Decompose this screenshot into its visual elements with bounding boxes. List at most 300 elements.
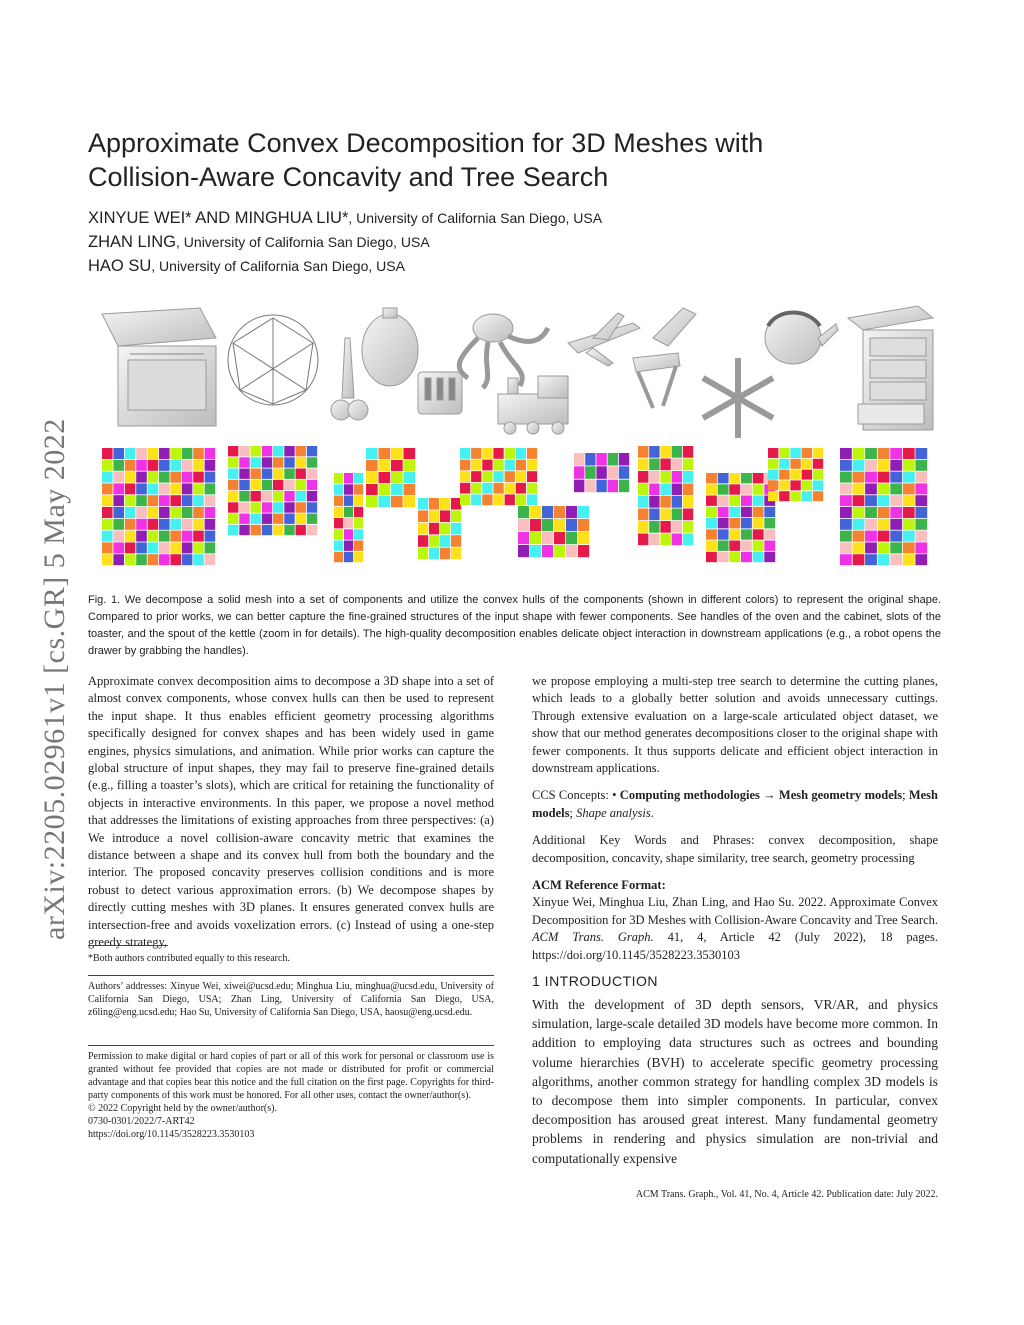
convex-piece [296,457,306,467]
convex-piece [482,448,492,459]
convex-piece [649,459,659,471]
convex-piece [296,446,306,456]
convex-piece [148,472,159,483]
convex-piece [638,509,648,521]
author-line-1 [88,206,948,230]
decomposition-shapes-row [102,446,927,565]
convex-piece [159,531,170,542]
convex-piece [273,469,283,479]
convex-piece [251,491,261,501]
convex-piece [865,472,877,483]
author-names-2: ZHAN LING [88,233,177,251]
convex-piece [239,502,249,512]
snowflake-colored [706,473,775,562]
convex-piece [638,484,648,496]
convex-piece [136,531,147,542]
chair-grey [633,308,696,408]
convex-piece [865,554,877,565]
convex-piece [741,541,752,551]
convex-piece [596,453,606,466]
convex-piece [638,471,648,483]
permission-text: Permission to make digital or hard copies of part or all of this work for personal or classroom use is granted without fee provided that copies are not made or distributed for profit or commercial advantage and that copies bear this notice and the full citation on the first page. Copyrights for third-party components of this work must be honored. For all other uses, contact the owner/author(s). [88,1051,494,1101]
convex-piece [307,457,317,467]
convex-piece [273,514,283,524]
convex-piece [379,484,391,495]
convex-piece [753,473,764,483]
convex-piece [379,460,391,471]
abstract-left-column [88,673,494,952]
copyright-line: © 2022 Copyright held by the owner/author(s). [88,1103,277,1114]
convex-piece [102,519,113,530]
convex-piece [890,519,902,530]
convex-piece [182,507,193,518]
convex-piece [865,507,877,518]
convex-piece [683,496,693,508]
convex-piece [404,460,416,471]
convex-piece [516,483,526,494]
convex-piece [890,554,902,565]
convex-piece [542,545,553,557]
convex-piece [768,491,778,501]
acm-reference-heading [532,877,938,894]
convex-piece [182,448,193,459]
convex-piece [706,518,717,528]
convex-piece [802,448,812,458]
convex-piece [379,496,391,507]
convex-piece [125,542,136,553]
convex-piece [764,518,775,528]
convex-piece [451,535,461,547]
convex-piece [440,523,450,535]
convex-piece [878,531,890,542]
convex-piece [753,518,764,528]
convex-piece [307,469,317,479]
convex-piece [608,453,618,466]
convex-piece [779,470,789,480]
convex-piece [113,448,124,459]
convex-piece [706,529,717,539]
convex-piece [638,521,648,533]
convex-piece [170,448,181,459]
convex-piece [718,529,729,539]
convex-piece [729,541,740,551]
convex-piece [193,531,204,542]
convex-piece [890,448,902,459]
convex-piece [768,480,778,490]
abstract-left-text: Approximate convex decomposition aims to decompose a 3D shape into a set of almost convex components, whose convex hulls can then be used to represent the input shape. It thus enables efficient geometry processing algorithms specifically designed for convex shapes and has been widely used in game engines, physics simulations, and animation. While prior works can capture the global structure of input shapes, they may fail to preserve fine-grained details (e.g., filling a toaster’s slots), which are critical for retaining the functionality of objects in interactive environments. In this paper, we propose a novel method that addresses the limitations of existing approaches from three perspectives: (a) We introduce a novel collision-aware concavity metric that examines the distance between a shape and its convex hull from both the boundary and the interior. The proposed concavity preserves collision conditions and is more robust to detect various approximation errors. (b) We decompose shapes by directly cutting meshes with 3D planes. It ensures generated convex hulls are intersection-free and avoids voxelization errors. (c) Instead of using a one-step greedy strategy, [88,674,494,950]
convex-piece [718,473,729,483]
convex-piece [768,459,778,469]
convex-piece [262,469,272,479]
convex-piece [903,483,915,494]
convex-piece [102,507,113,518]
convex-piece [125,507,136,518]
convex-piece [334,484,343,494]
convex-piece [136,472,147,483]
convex-piece [840,448,852,459]
convex-piece [518,545,529,557]
ccs-bold-2: Mesh models [532,788,938,820]
convex-piece [429,498,439,510]
convex-piece [574,453,584,466]
convex-piece [418,498,428,510]
convex-piece [542,506,553,518]
convex-piece [660,446,670,458]
convex-piece [159,460,170,471]
convex-piece [878,554,890,565]
convex-piece [205,554,216,565]
convex-piece [148,448,159,459]
convex-piece [672,521,682,533]
convex-piece [718,541,729,551]
convex-piece [262,457,272,467]
convex-piece [471,460,481,471]
snowflake-grey [703,358,773,438]
convex-piece [853,554,865,565]
convex-piece [878,519,890,530]
convex-piece [391,460,403,471]
ccs-concepts [532,787,938,822]
convex-piece [113,542,124,553]
convex-piece [853,483,865,494]
permission-notice [88,1050,494,1141]
convex-piece [182,542,193,553]
convex-piece [596,480,606,493]
convex-piece [764,552,775,562]
convex-piece [729,529,740,539]
convex-piece [683,534,693,546]
vase-grey [362,308,418,386]
convex-piece [660,459,670,471]
convex-piece [344,552,353,562]
convex-piece [136,507,147,518]
convex-piece [148,542,159,553]
convex-piece [718,496,729,506]
convex-piece [840,507,852,518]
convex-piece [170,519,181,530]
ccs-bold-1: Computing methodologies → Mesh geometry models [619,788,903,803]
convex-piece [768,470,778,480]
convex-piece [608,466,618,479]
convex-piece [307,480,317,490]
convex-piece [354,541,363,551]
convex-piece [125,483,136,494]
convex-piece [334,552,343,562]
convex-piece [638,496,648,508]
convex-piece [542,519,553,531]
convex-piece [284,491,294,501]
convex-piece [530,532,541,544]
convex-piece [273,502,283,512]
convex-piece [554,532,565,544]
issn-line: 0730-0301/2022/7-ART42 [88,1116,195,1127]
convex-piece [182,531,193,542]
convex-piece [853,542,865,553]
convex-piece [683,521,693,533]
convex-piece [585,480,595,493]
convex-piece [878,472,890,483]
convex-piece [790,470,800,480]
convex-piece [683,484,693,496]
convex-piece [451,523,461,535]
convex-piece [471,494,481,505]
convex-piece [729,507,740,517]
convex-piece [354,507,363,517]
convex-piece [251,502,261,512]
convex-piece [159,448,170,459]
convex-piece [102,531,113,542]
convex-piece [113,554,124,565]
convex-piece [840,542,852,553]
convex-piece [354,484,363,494]
author-addresses: Authors’ addresses: Xinyue Wei, xiwei@ucsd.edu; Minghua Liu, minghua@ucsd.edu, University of California San Diego, USA; Zhan Ling, University of California San Diego, USA, z6ling@eng.ucsd.edu; Hao Su, University of California San Diego, USA, haosu@eng.ucsd.edu. [88,981,494,1018]
convex-piece [205,460,216,471]
convex-piece [193,472,204,483]
convex-piece [516,471,526,482]
author-names-3: HAO SU [88,257,152,275]
convex-piece [334,473,343,483]
convex-piece [193,542,204,553]
convex-piece [391,496,403,507]
convex-piece [683,509,693,521]
convex-piece [566,519,577,531]
acm-ref-part-2: 41, 4, Article 42 (July 2022), 18 pages. https://doi.org/10.1145/3528223.3530103 [532,930,938,962]
arxiv-stamp-text: arXiv:2205.02961v1 [cs.GR] 5 May 2022 [38,418,71,940]
convex-piece [148,460,159,471]
convex-piece [159,519,170,530]
convex-piece [638,446,648,458]
convex-piece [660,534,670,546]
convex-piece [334,518,343,528]
convex-piece [516,448,526,459]
teaser-figure [88,298,943,586]
convex-piece [890,542,902,553]
convex-piece [706,552,717,562]
convex-piece [284,469,294,479]
convex-piece [460,460,470,471]
convex-piece [578,519,589,531]
author-aff-1: , University of California San Diego, USA [348,210,603,226]
acm-ref-journal: ACM Trans. Graph. [532,930,654,945]
convex-piece [379,472,391,483]
convex-piece [366,460,378,471]
convex-piece [354,529,363,539]
convex-piece [159,507,170,518]
convex-piece [113,531,124,542]
polyhedron-colored [228,446,317,535]
ccs-italic: Shape analysis [576,805,651,820]
convex-piece [718,552,729,562]
convex-piece [779,480,789,490]
convex-piece [102,495,113,506]
convex-piece [764,529,775,539]
convex-piece [493,494,503,505]
acm-reference [532,894,938,964]
convex-piece [113,483,124,494]
convex-piece [404,472,416,483]
convex-piece [802,470,812,480]
convex-piece [890,507,902,518]
convex-piece [649,534,659,546]
convex-piece [136,448,147,459]
convex-piece [482,471,492,482]
convex-piece [102,542,113,553]
convex-piece [148,483,159,494]
convex-piece [840,495,852,506]
convex-piece [366,496,378,507]
convex-piece [619,453,629,466]
author-block [88,206,948,278]
convex-piece [516,494,526,505]
convex-piece [102,460,113,471]
convex-piece [170,554,181,565]
convex-piece [296,491,306,501]
convex-piece [296,502,306,512]
convex-piece [344,518,353,528]
convex-piece [334,507,343,517]
convex-piece [366,448,378,459]
convex-piece [136,495,147,506]
airplane-grey [568,313,640,366]
convex-piece [182,483,193,494]
convex-piece [344,529,353,539]
convex-piece [284,502,294,512]
convex-piece [554,519,565,531]
title-line-2: Collision-Aware Concavity and Tree Search [88,162,609,192]
convex-piece [273,525,283,535]
kettle-colored [768,448,823,501]
convex-piece [706,484,717,494]
convex-piece [518,532,529,544]
convex-piece [915,460,927,471]
convex-piece [148,519,159,530]
convex-piece [718,518,729,528]
convex-piece [273,491,283,501]
convex-piece [790,459,800,469]
doi-line[interactable]: https://doi.org/10.1145/3528223.3530103 [88,1129,255,1140]
convex-piece [136,460,147,471]
convex-piece [239,491,249,501]
convex-piece [125,460,136,471]
convex-piece [878,483,890,494]
convex-piece [706,541,717,551]
train-colored [518,506,589,557]
convex-piece [865,460,877,471]
convex-piece [136,519,147,530]
convex-piece [307,446,317,456]
convex-piece [527,494,537,505]
convex-piece [790,491,800,501]
convex-piece [440,548,450,560]
convex-piece [840,472,852,483]
toaster-grey [418,372,462,414]
page-footer: ACM Trans. Graph., Vol. 41, No. 4, Article 42. Publication date: July 2022. [635,1189,938,1200]
convex-piece [418,510,428,522]
convex-piece [915,483,927,494]
convex-piece [853,460,865,471]
convex-piece [125,531,136,542]
convex-piece [890,483,902,494]
convex-piece [284,457,294,467]
convex-piece [251,480,261,490]
convex-piece [530,506,541,518]
convex-piece [125,519,136,530]
convex-piece [344,496,353,506]
convex-piece [903,542,915,553]
convex-piece [903,531,915,542]
convex-piece [649,484,659,496]
convex-piece [649,509,659,521]
convex-piece [482,460,492,471]
convex-piece [159,542,170,553]
convex-piece [471,448,481,459]
acm-ref-part-1: Xinyue Wei, Minghua Liu, Zhan Ling, and Hao Su. 2022. Approximate Convex Decomposition for 3D Meshes with Collision-Aware Concavity and Tree Search. [532,895,938,927]
convex-piece [890,495,902,506]
introduction-body: With the development of 3D depth sensors, VR/AR, and physics simulation, large-scale detailed 3D models have become more common. In addition to employing data structures such as octrees and bounding volume hierarchies (BVH) to accelerate specific geometry processing algorithms, another common strategy for handling complex 3D models is to decompose them into simpler components. In particular, convex decomposition has aroused great interest. Many fundamental geometry problems in rendering and physics simulation are non-trivial and computationally expensive [532,997,938,1166]
convex-piece [596,466,606,479]
train-grey [498,376,568,434]
convex-piece [753,529,764,539]
convex-piece [608,480,618,493]
octopus-colored [460,448,537,505]
convex-piece [205,519,216,530]
convex-piece [379,448,391,459]
scissors-colored [334,473,363,562]
convex-piece [768,448,778,458]
convex-piece [239,525,249,535]
chair-colored [638,446,693,545]
author-line-2 [88,230,948,254]
convex-piece [865,542,877,553]
convex-piece [518,519,529,531]
paper-title [88,126,948,194]
convex-piece [729,473,740,483]
convex-piece [451,510,461,522]
convex-piece [903,448,915,459]
convex-piece [706,473,717,483]
convex-piece [890,460,902,471]
convex-piece [527,483,537,494]
convex-piece [566,532,577,544]
addresses-rule [88,975,494,976]
convex-piece [683,459,693,471]
title-line-1: Approximate Convex Decomposition for 3D Meshes with [88,128,764,158]
convex-piece [205,483,216,494]
convex-piece [228,525,238,535]
convex-piece [440,510,450,522]
convex-piece [193,507,204,518]
convex-piece [113,507,124,518]
convex-piece [903,472,915,483]
convex-piece [619,466,629,479]
convex-piece [262,502,272,512]
convex-piece [493,471,503,482]
convex-piece [660,471,670,483]
convex-piece [125,448,136,459]
convex-piece [296,480,306,490]
convex-piece [718,484,729,494]
convex-piece [802,480,812,490]
input-shapes-row [102,306,933,438]
convex-piece [802,491,812,501]
convex-piece [182,519,193,530]
convex-piece [574,466,584,479]
toaster-colored [418,498,461,559]
convex-piece [878,507,890,518]
convex-piece [251,514,261,524]
convex-piece [753,541,764,551]
convex-piece [262,480,272,490]
